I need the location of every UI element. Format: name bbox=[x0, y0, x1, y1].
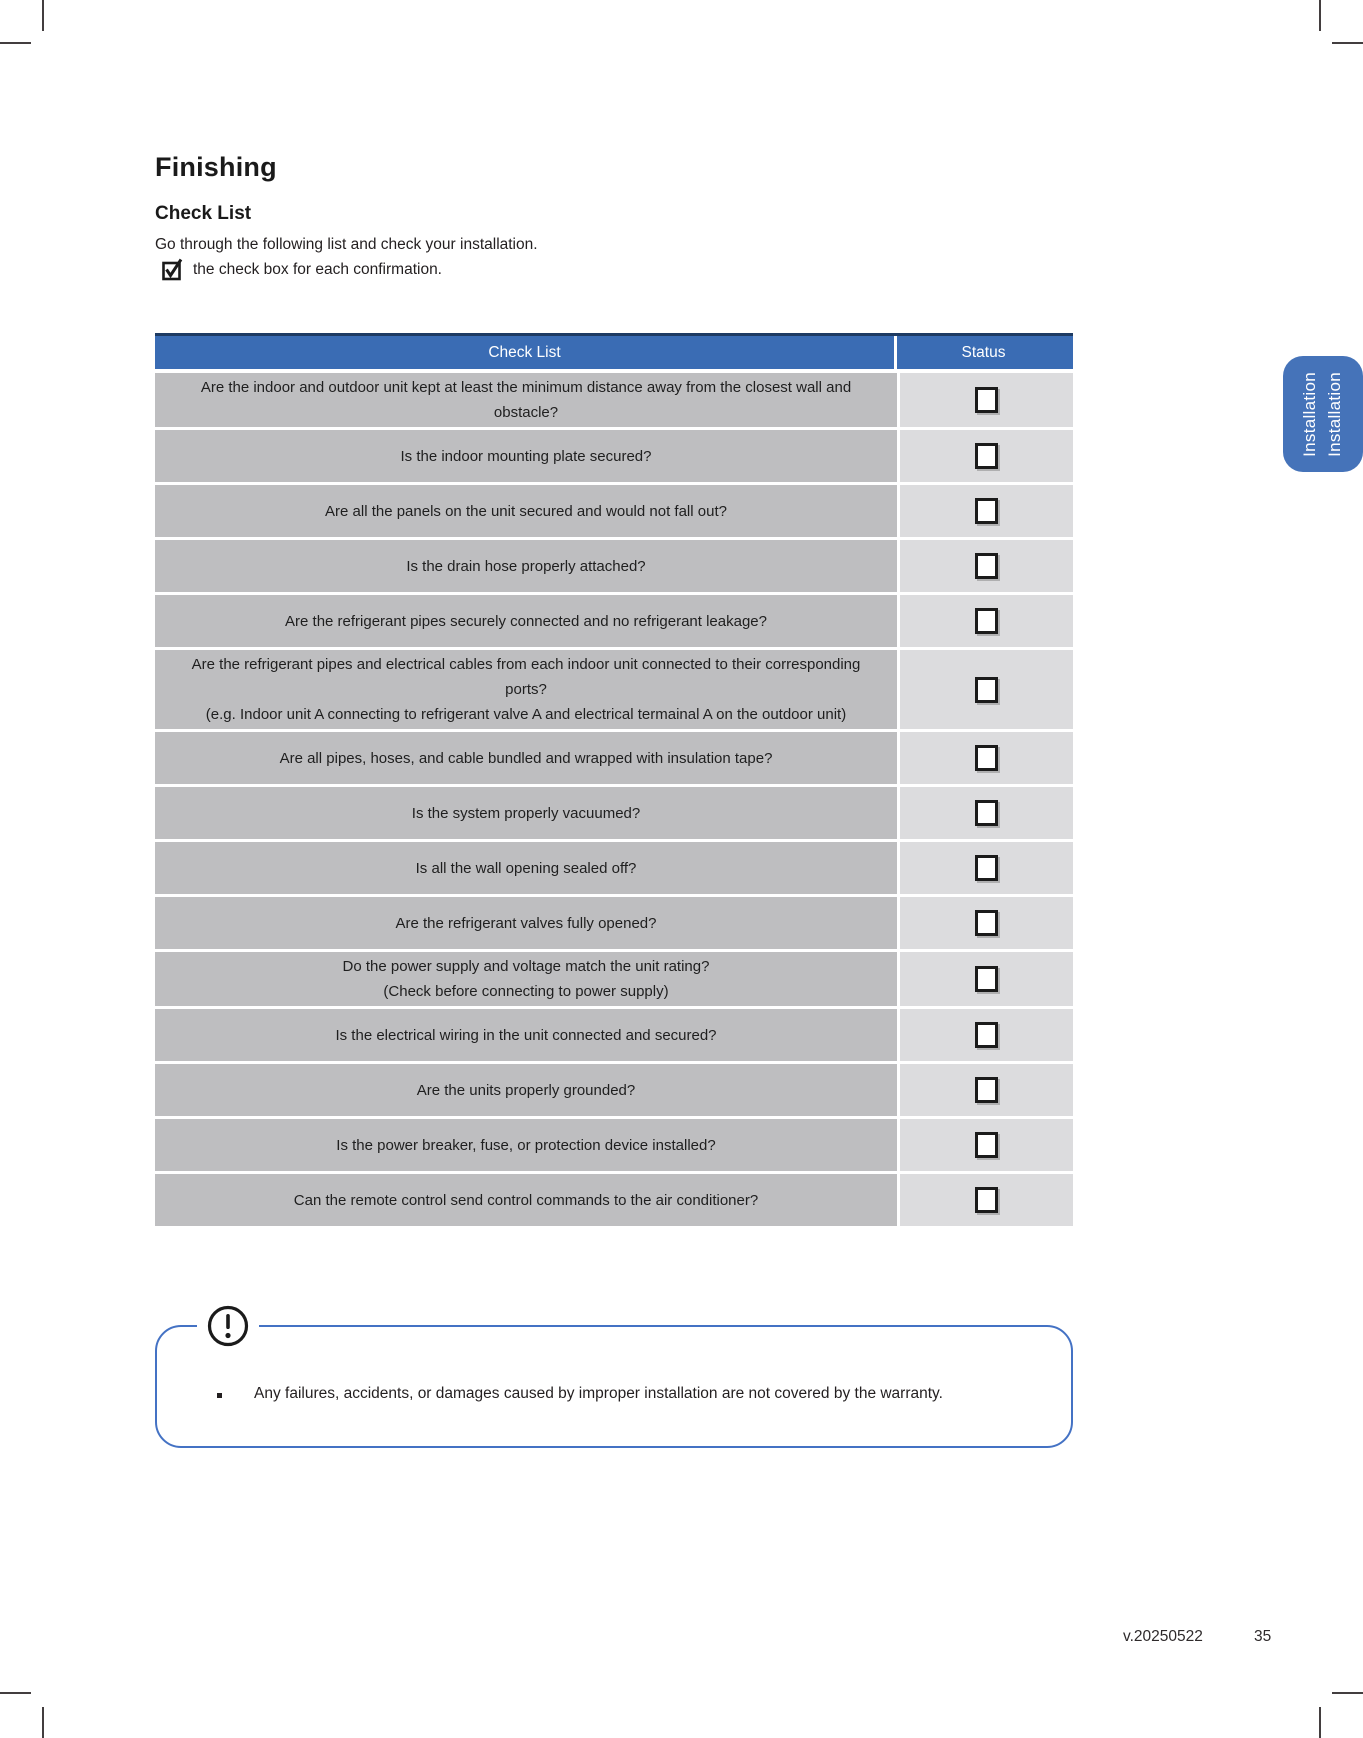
checklist-question: Are all pipes, hoses, and cable bundled and wrapped with insulation tape? bbox=[155, 732, 897, 784]
table-body bbox=[155, 373, 1073, 1226]
table-row bbox=[155, 373, 1073, 427]
checklist-question: Are the indoor and outdoor unit kept at least the minimum distance away from the closest wall and obstacle? bbox=[155, 373, 897, 427]
table-row bbox=[155, 1119, 1073, 1171]
crop-mark-bottom-right-horizontal bbox=[1332, 1692, 1363, 1694]
status-cell bbox=[900, 842, 1073, 894]
footer-page-number: 35 bbox=[1254, 1628, 1272, 1645]
status-checkbox[interactable] bbox=[975, 1132, 998, 1158]
note-bullet bbox=[217, 1393, 222, 1398]
table-row bbox=[155, 787, 1073, 839]
checklist-table bbox=[155, 333, 1073, 1229]
status-checkbox[interactable] bbox=[975, 387, 998, 413]
status-checkbox[interactable] bbox=[975, 1187, 998, 1213]
checklist-question: Is the electrical wiring in the unit connected and secured? bbox=[155, 1009, 897, 1061]
status-cell bbox=[900, 787, 1073, 839]
table-row bbox=[155, 540, 1073, 592]
table-row bbox=[155, 952, 1073, 1006]
status-cell bbox=[900, 430, 1073, 482]
status-cell bbox=[900, 1009, 1073, 1061]
table-row bbox=[155, 430, 1073, 482]
checklist-question: Is the power breaker, fuse, or protection device installed? bbox=[155, 1119, 897, 1171]
table-row bbox=[155, 842, 1073, 894]
status-checkbox[interactable] bbox=[975, 966, 998, 992]
status-checkbox[interactable] bbox=[975, 1077, 998, 1103]
status-cell bbox=[900, 373, 1073, 427]
table-row bbox=[155, 1064, 1073, 1116]
side-tab-installation bbox=[1283, 356, 1363, 472]
crop-mark-top-left-horizontal bbox=[0, 42, 31, 44]
status-checkbox[interactable] bbox=[975, 745, 998, 771]
side-tab-label: Installation bbox=[1325, 371, 1344, 457]
status-checkbox[interactable] bbox=[975, 1022, 998, 1048]
table-row bbox=[155, 1009, 1073, 1061]
alert-icon bbox=[197, 1304, 259, 1353]
status-cell bbox=[900, 732, 1073, 784]
page-title: Finishing bbox=[155, 152, 277, 182]
checklist-question: Are the units properly grounded? bbox=[155, 1064, 897, 1116]
checked-box-icon bbox=[162, 258, 183, 281]
section-title: Check List bbox=[155, 203, 252, 224]
status-checkbox[interactable] bbox=[975, 498, 998, 524]
crop-mark-bottom-left-horizontal bbox=[0, 1692, 31, 1694]
checklist-question: Are the refrigerant valves fully opened? bbox=[155, 897, 897, 949]
table-row bbox=[155, 595, 1073, 647]
note-box bbox=[155, 1325, 1073, 1448]
status-cell bbox=[900, 1174, 1073, 1226]
status-checkbox[interactable] bbox=[975, 677, 998, 703]
status-cell bbox=[900, 1119, 1073, 1171]
checklist-question: Can the remote control send control commands to the air conditioner? bbox=[155, 1174, 897, 1226]
status-cell bbox=[900, 1064, 1073, 1116]
status-cell bbox=[900, 897, 1073, 949]
status-cell bbox=[900, 952, 1073, 1006]
table-row bbox=[155, 485, 1073, 537]
status-checkbox[interactable] bbox=[975, 855, 998, 881]
status-checkbox[interactable] bbox=[975, 608, 998, 634]
checklist-question: Are the refrigerant pipes and electrical cables from each indoor unit connected to their corresponding ports? (e.g. Indoor unit A connecting to refrigerant valve A and electrical termainal A on the outdoor unit) bbox=[155, 650, 897, 729]
table-row bbox=[155, 897, 1073, 949]
checklist-question: Are the refrigerant pipes securely connected and no refrigerant leakage? bbox=[155, 595, 897, 647]
table-row bbox=[155, 732, 1073, 784]
table-header bbox=[155, 333, 1073, 369]
checklist-question: Is the system properly vacuumed? bbox=[155, 787, 897, 839]
checklist-question: Do the power supply and voltage match the unit rating? (Check before connecting to power supply) bbox=[155, 952, 897, 1006]
status-checkbox[interactable] bbox=[975, 910, 998, 936]
checklist-question: Is the indoor mounting plate secured? bbox=[155, 430, 897, 482]
intro-text: Go through the following list and check your installation. bbox=[155, 236, 538, 253]
note-text: Any failures, accidents, or damages caused by improper installation are not covered by the warranty. bbox=[254, 1385, 943, 1402]
crop-mark-bottom-left-vertical bbox=[42, 1707, 44, 1738]
footer-version: v.20250522 bbox=[1123, 1628, 1203, 1645]
table-row bbox=[155, 650, 1073, 729]
checklist-question: Is all the wall opening sealed off? bbox=[155, 842, 897, 894]
crop-mark-top-left-vertical bbox=[42, 0, 44, 31]
crop-mark-bottom-right-vertical bbox=[1319, 1707, 1321, 1738]
status-checkbox[interactable] bbox=[975, 553, 998, 579]
table-row bbox=[155, 1174, 1073, 1226]
status-checkbox[interactable] bbox=[975, 443, 998, 469]
check-instruction: the check box for each confirmation. bbox=[193, 260, 442, 278]
header-cell-status: Status bbox=[961, 343, 1006, 361]
checklist-question: Is the drain hose properly attached? bbox=[155, 540, 897, 592]
status-cell bbox=[900, 595, 1073, 647]
status-cell bbox=[900, 540, 1073, 592]
checklist-question: Are all the panels on the unit secured and would not fall out? bbox=[155, 485, 897, 537]
status-cell bbox=[900, 650, 1073, 729]
status-checkbox[interactable] bbox=[975, 800, 998, 826]
header-cell-checklist: Check List bbox=[155, 336, 897, 369]
side-tab-label: Installation bbox=[1300, 371, 1319, 457]
crop-mark-top-right-horizontal bbox=[1332, 42, 1363, 44]
crop-mark-top-right-vertical bbox=[1319, 0, 1321, 31]
status-cell bbox=[900, 485, 1073, 537]
